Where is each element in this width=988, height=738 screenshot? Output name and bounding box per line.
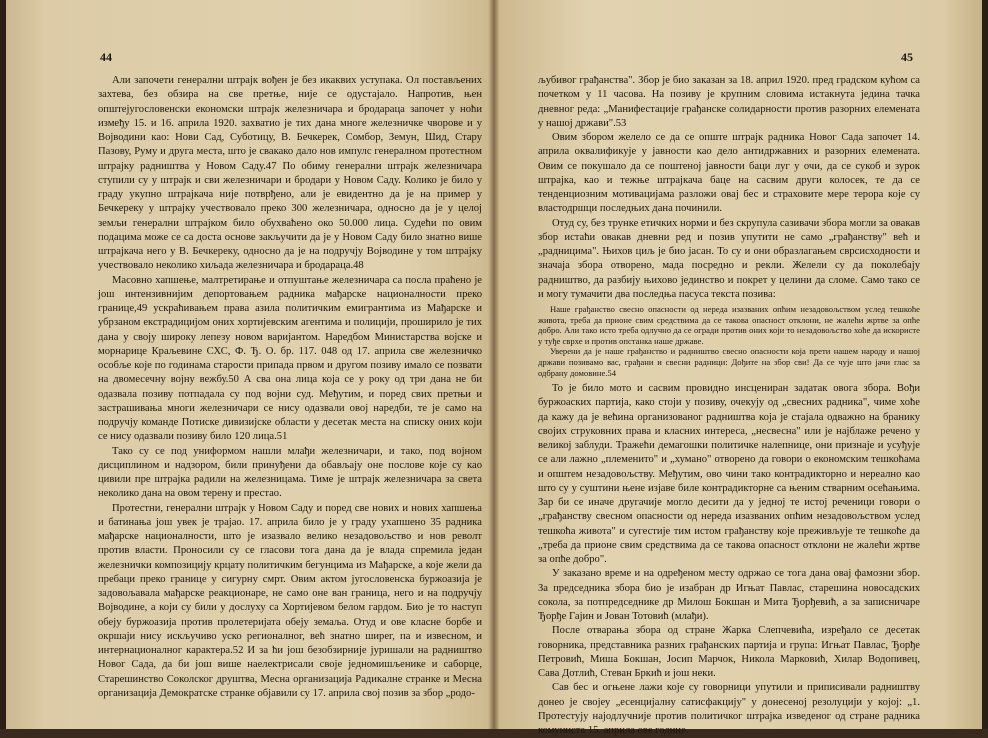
paragraph: После отварања збора од стране Жарка Слепчевића, изређало се десетак говорника, представника разних грађанских партија и група: Игњат Павлас, Ђорђе Петровић, Миша Бокшан, Јосип Марчок, Никола Марковић, Хилар Водопивец, Сава Дотлић, Стеван Бркић и још неки. [538,625,920,680]
paragraph: Протестни, генерални штрајк у Новом Саду и поред све нових и нових хапшења и батинања још увек је трајао. 17. априла било је у граду ухапшено 35 радника мађарске националности, што је изазвало велико незадовољство и нов револт против власти. Проносили су се гласови тога дана да је влада спремила један железнички композицију крцату политичким бегунцима из Мађарске, а које жели да пребаци преко границе у сигурну смрт. Овим актом југословенска буржоазија је задовољавала мађарске реакционаре, не само оне ван граница, него и на подручју Војводине, а који су били у дослуху са Хортијевом белом гардом. Био је то наступ обеју буржоазија против пролетеријата обеју земаља. Отуд и ове класне борбе и окршаји нису искључиво уско регионалног, већ знатно ширег, па и извесном, и интернационалног карактера.52 И за ћи још безобзирније јуришали на радништво Новог Сада, да би још више наелектрисали своје једномишљенике и саборце, Старешинство Соколског друштва, Месна организација Радикалне странке и Месна организација Демократске странке објавили су 17. априла свој позив за збор „родо- [98,502,482,699]
book-spread [6,0,982,737]
left-page [6,0,492,729]
paragraph: Али започети генерални штрајк вођен је без икаквих уступака. Ол постављених захтева, без обзира на све претње, није се одустајало. Напротив, њен општејугословенски економски штрајк железничара и бродараца започет у ноћи између 15. и 16. априла 1920. захватио је тих дана многе железничке чворове и у Војводини као: Нови Сад, Суботицу, В. Бечкерек, Сомбор, Земун, Шид, Стару Пазову, Руму и друга места, што је свакако дало нов импулс генералном протестном штрајку радништва у Новом Саду.47 По обиму генерални штрајк железничара ступили су у штрајк и сви железничари и бродари у Новом Саду. Колико је било у граду укупно штрајкача није потврђено, али је евидентно да је на пример у Бечкереку у штрајку учествовало преко 300 железничара, односно да је у целој земљи генерални штрајком било обухваћено око 50.000 лица. Судећи по овим подацима може се са доста основе закључити да је у Новом Саду било знатно више штрајкача него у В. Бечкереку, односно да је на подручју Војводине у том штрајку учествовало неколико хиљада железничара и бродараца.48 [98,75,482,272]
paragraph: Овим збором желело се да се опште штрајк радника Новог Сада започет 14. априла оквалификује у јавности као дело антидржавних и разорних елемената. Овим се покушало да се поштеној јавности баци луг у очи, да се сукоб и зурок штрајка, као и тежње штрајкача баце на сасвим други колосек, те да се тенденциозним мотивацијама разложи овај бес и страховите мере терора које су властодршци последњих дана починили. [538,132,920,215]
page-number: 44 [100,50,112,64]
block-quote [538,304,920,378]
right-page [496,0,982,737]
book-gutter [488,0,500,729]
quote-paragraph: Уверени да је наше грађанство и радништво свесно опасности која прети нашем народу и нашој држави позивамо вас, грађани и свесни радници: Дођите на збор сви! Да се чује што јачи глас за одбрану домовине.54 [538,346,920,378]
page-body [98,74,482,701]
page-body [538,74,920,738]
paragraph: Масовно хапшење, малтретирање и отпуштање железничара са посла праћено је још интензивнијим депортовањем радника мађарске националности преко границе,49 ускраћивањем права азила политичким емигрантима из Мађарске и убрзаном екстрадицијом оних хортијевским агентима и полицији, проширило је тих дана у своју широку лепезу новом варијантом. Наредбом Министарства војске и морнарице Краљевине СХС, Ф. Ђ. О. бр. 117. 048 од 17. априла све железничко особље које по годинама старости припада првом и другом позиву имало се позвати на двомесечну војну вежбу.50 А сва она лица која се у року од три дана не би одазвала позиву потпадала су под војни суд. Међутим, и поред свих претњи и застрашивања многи железничари се нису одазвали овој наредби, те је само на подручју команде Потиске дивизијске области у десетак места на списку оних који се нису одазвали позиву било 120 лица.51 [98,274,482,443]
paragraph: У заказано време и на одређеном месту одржао се тога дана овај фамозни збор. За председника збора био је изабран др Игњат Павлас, старешина новосадских сокола, за потпредседнике др Милош Бокшан и Мита Ђорђевић, а за записничаре Ђорђе Гајин и Јован Тотовић (млађи). [538,568,920,623]
paragraph: То је било мото и сасвим провидно инсцениран задатак овога збора. Вођи буржоаских партија, како стоји у позиву, очекују од „свесних радника", чиме хоће да кажу да је већина организованог радништва која је стајала одважно на бранику својих струковних права и класних интереса, „несвесна" или је најблаже речено у великој заблуди. Тражећи демагошки политичке налепнице, они признаје и усуђује се али лажно „племенито" и „хумано" отворено да говори о економским тешкоћама и општем незадовољству. Међутим, ово чини тако контрадикторно и нереално као што су у суштини њене изјаве биле контрадикторне са њеним стварним осећањима. Зар би се иначе другачије могло десити да у једној те истој реченици говори о „грађанству свесном опасности од нереда изазваних опћим незадовољством услед тешкоћа живота" и сугестије тим истом грађанству које преживљује те тешкоће да „треба да прионе свим средствима да се такова опасност отклони не жалећи жртве за опће добро". [538,383,920,566]
book-edge-right [982,0,988,729]
paragraph: Отуд су, без трунке етичких норми и без скрупула сазивачи збора могли за овакав збор истаћи овакав дневни ред и позив упутити не само „грађанству" већ и „радницима". Њихов циљ је био јасан. То су и они образлагањем сврсисходности и значаја збора отворено, мада посредно и рекли. Желели су да поколебају радништво, да разбију њихово јединство и покрет у целини да сломе. Само тако се и могу тумачити два последња пасуса текста позива: [538,217,921,300]
paragraph: Сав бес и огњене лажи које су говорници упутили и приписивали радништву донео је својеу „есенцијалну сатисфакцију" у донесеној резолуцији у којој: „1. Протестују најодлучније против политичког штрајка изведеног од стране радника комуниста 15. априла ове године. [538,682,920,737]
page-number: 45 [901,50,913,64]
paragraph: Тако су се под униформом нашли млађи железничари, и тако, под војном дисциплином и надзором, били принуђени да обављају оне послове које су као цивили пре штрајка радили на железницама. Тиме је штрајк железничара за света неколико дана на овом терену и престао. [98,445,482,500]
quote-paragraph: Наше грађанство свесно опасности од нереда изазваних опћим незадовољством услед тешкоће живота, треба да прионе свим средствима да се такова опасност отклони, не жалећи жртве за опће добро. Али тако исто треба одлучно да се огради против оних који то незадовољство хоће да искористе у туђе сврхе и против опстанка наше државе. [538,304,920,346]
paragraph: љубивог грађанства". Збор је био заказан за 18. април 1920. пред градском кућом са почетком у 11 часова. На позиву је крупним словима истакнута једина тачка дневног реда: „Манифестације грађанске солидарности против разорних елемената у нашој држави".53 [538,75,920,129]
